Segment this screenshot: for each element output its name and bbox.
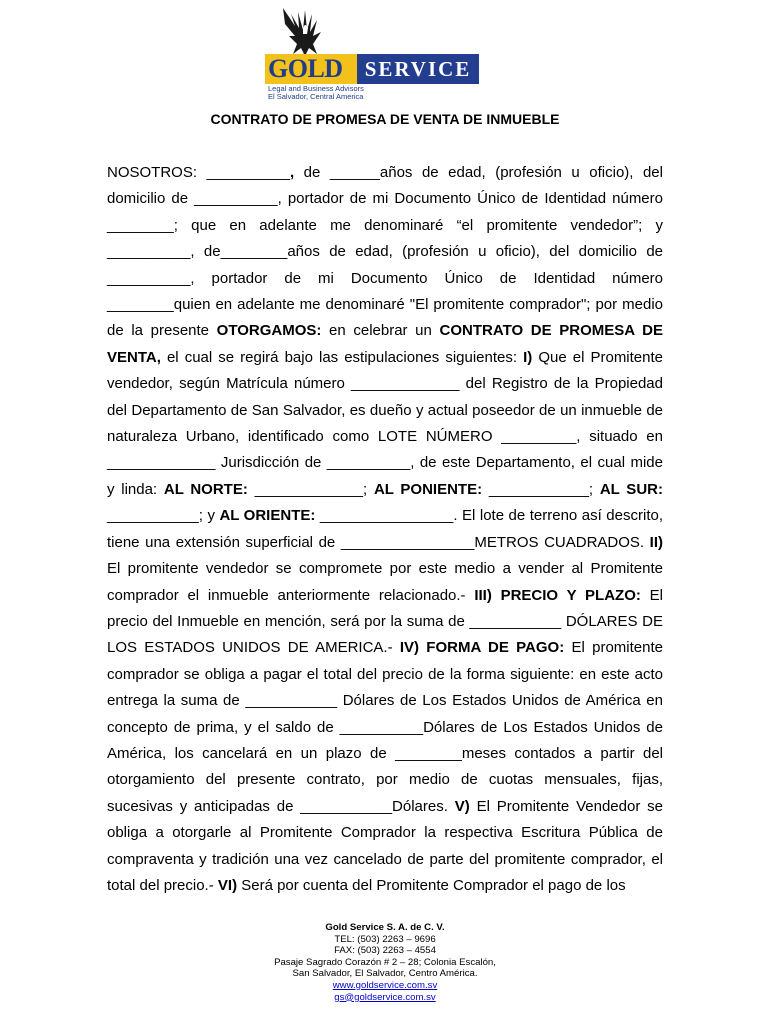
footer-company: Gold Service S. A. de C. V. (325, 922, 445, 933)
contract-paragraph (107, 160, 663, 899)
text-run: El promitente vendedor se compromete por este medio a vender al Promitente comprador el inmueble anteriormente relacionado.- (107, 560, 663, 604)
eagle-icon (265, 6, 345, 58)
contract-body (107, 160, 663, 899)
footer-fax: FAX: (503) 2263 – 4554 (334, 945, 436, 957)
bold-run: CONTRATO DE PROMESA DE VENTA, (107, 322, 663, 366)
clause-number: V) (454, 797, 470, 815)
text-run: ____________; (482, 480, 600, 498)
text-run: el cual se regirá bajo las estipulaciones siguientes: (160, 348, 524, 366)
text-run: El Promitente Vendedor se obliga a otorgarle al Promitente Comprador la respectiva Escritura Pública de compraventa y tradición una vez cancelado de parte del promitente comprador, el total del precio.- (107, 797, 664, 894)
logo-wordmark (265, 54, 479, 84)
text-run: ___________; y (107, 507, 220, 525)
footer-website-link[interactable]: www.goldservice.com.sv (332, 979, 438, 991)
text-run: Será por cuenta del Promitente Comprador el pago de los (237, 876, 626, 894)
clause-heading: IV) FORMA DE PAGO: (399, 639, 565, 657)
bold-run: , (289, 164, 295, 181)
text-run: El precio del Inmueble en mención, será por la suma de ___________ DÓLARES DE LOS ESTADOS UNIDOS DE AMERICA.- (107, 586, 663, 657)
logo-gold-text: GOLD (265, 54, 357, 84)
clause-number: I) (523, 348, 533, 366)
boundary-label: AL ORIENTE: (219, 507, 316, 525)
text-run: El promitente comprador se obliga a pagar el total del precio de la forma siguiente: en este acto entrega la suma de ___________ Dólares de Los Estados Unidos de América en concepto de prima, y el saldo de __________Dólares de Los Estados Unidos de América, los cancelará en un plazo de ________meses contados a partir del otorgamiento del presente contrato, por medio de cuotas mensuales, fijas, sucesivas y anticipadas de ___________Dólares. (107, 639, 663, 815)
boundary-label: AL PONIENTE: (373, 480, 483, 498)
clause-number: VI) (217, 876, 238, 894)
clause-heading: III) PRECIO Y PLAZO: (474, 586, 641, 604)
logo-service-text: SERVICE (357, 54, 479, 84)
company-logo (265, 6, 485, 101)
page-footer (0, 922, 770, 1003)
text-run: ________________. El lote de terreno así descrito, tiene una extensión superficial de ________________METROS CUADRADOS. (107, 507, 663, 551)
logo-tagline-line-2: El Salvador, Central America (268, 92, 364, 101)
clause-number: II) (649, 533, 663, 551)
text-run: _____________; (247, 480, 374, 498)
text-run: en celebrar un (321, 322, 440, 340)
logo-tagline (268, 85, 364, 101)
text-run: Que el Promitente vendedor, según Matrícula número _____________ del Registro de la Propiedad del Departamento de San Salvador, es dueño y actual poseedor de un inmueble de naturaleza Urbano, identificado como LOTE NÚMERO _________, situado en _____________ Jurisdicción de __________, de este Departamento, el cual mide y linda: (107, 348, 664, 498)
boundary-label: AL NORTE: (163, 480, 248, 498)
footer-address-line-2: San Salvador, El Salvador, Centro América. (292, 968, 478, 980)
text-run: de ______años de edad, (profesión u oficio), del domicilio de __________, portador de mi Documento Único de Identidad número ________; que en adelante me denominaré “el promitente vendedor”; y __________, de________años de edad, (profesión u oficio), del domicilio de __________, portador de mi Documento Único de Identidad número ________quien en adelante me denominaré "El promitente comprador"; por medio de la presente (107, 164, 663, 340)
document-title: CONTRATO DE PROMESA DE VENTA DE INMUEBLE (210, 111, 560, 127)
footer-phone: TEL: (503) 2263 – 9696 (334, 933, 436, 945)
footer-address-line-1: Pasaje Sagrado Corazón # 2 – 28; Colonia Escalón, (274, 956, 496, 968)
bold-run: OTORGAMOS: (216, 322, 322, 340)
logo-tagline-line-1: Legal and Business Advisors (268, 84, 364, 93)
text-run: NOSOTROS: __________ (107, 164, 290, 181)
boundary-label: AL SUR: (599, 480, 663, 498)
footer-email-link[interactable]: gs@goldservice.com.sv (334, 991, 436, 1003)
